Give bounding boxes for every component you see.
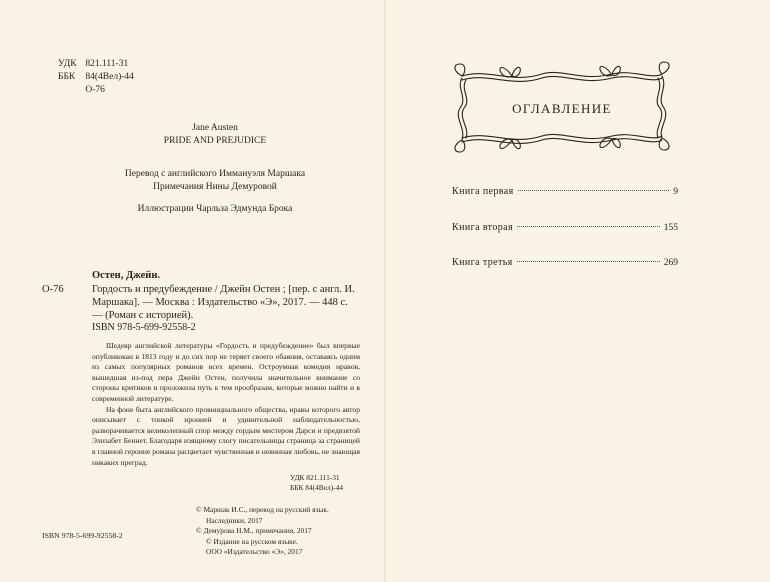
isbn-bottom: ISBN 978-5-699-92558-2	[42, 531, 123, 540]
annotation-paragraph: На фоне быта английского провинциального общества, нравы которого автор описывает с тонкой иронией и удивительной наблюдательностью, разворачивается великолепный спор между гордым мистером Дарси и предвзятой Элизабет Беннет. Благодаря изящному слогу писательницы страница за страницей в главной героине романа расцветает чувственная и невинная любовь, не знающая никаких преград.	[92, 404, 360, 467]
toc-leader-dots	[517, 261, 660, 262]
toc-entry-page: 269	[663, 258, 678, 268]
catalog-code: О-76	[42, 284, 64, 295]
toc-entry-page: 155	[663, 223, 678, 233]
copyright-line: © Маршак И.С., перевод на русский язык.	[196, 505, 329, 514]
author-mark-value: О-76	[85, 85, 105, 95]
toc-leader-dots	[518, 190, 670, 191]
annotation-paragraph: Шедевр английской литературы «Гордость и предубеждение» был впервые опубликован в 1813 году и до сих пор не теряет своего обаяния, оставаясь одним из самых популярных романов всех времен. Остроумная комедия нравов, вышедшая из-под пера Джейн Остен, получила значительное внимание со стороны критиков и проложила путь к тем прообразам, которые можно найти и в современной литературе.	[92, 341, 360, 403]
toc-entry-name: Книга вторая	[452, 222, 513, 233]
original-title: PRIDE AND PREJUDICE	[163, 136, 267, 146]
notes-line: Примечания Нины Демуровой	[153, 182, 277, 192]
toc-leader-dots	[517, 226, 660, 227]
bbk-small-line: ББК 84(4Вел)-44	[290, 483, 344, 492]
udk-block	[58, 58, 134, 97]
catalog-author: Остен, Джейн.	[92, 270, 161, 281]
toc-entry	[452, 222, 678, 236]
original-title-block	[100, 122, 330, 148]
copyright-line: © Издание на русском языке.	[206, 536, 298, 546]
illustrations-block	[100, 203, 330, 216]
udk-small-block	[290, 473, 343, 493]
udk-row	[58, 58, 134, 71]
udk-small-line: УДК 821.111-31	[290, 473, 340, 482]
toc-entry-page: 9	[673, 187, 678, 197]
toc-entry	[452, 186, 678, 200]
catalog-annotation	[92, 341, 360, 468]
udk-label: УДК	[58, 59, 77, 69]
udk-value: 821.111-31	[85, 59, 129, 69]
toc-entry-name: Книга третья	[452, 257, 513, 268]
credits-block	[100, 168, 330, 194]
illustrations-line: Иллюстрации Чарльза Эдмунда Брока	[137, 204, 293, 214]
copyright-block	[196, 505, 329, 558]
bbk-row	[58, 71, 134, 84]
toc-entry-name: Книга первая	[452, 186, 514, 197]
author-mark-row	[58, 84, 134, 97]
translation-line: Перевод с английского Иммануэля Маршака	[124, 169, 306, 179]
bbk-label: ББК	[58, 72, 76, 82]
catalog-description: Гордость и предубеждение / Джейн Остен ; [пер. с англ. И. Маршака]. — Москва : Издательство «Э», 2017. — 448 с. — (Роман с историей).	[92, 284, 355, 321]
toc-entry	[452, 257, 678, 271]
catalog-isbn: ISBN 978-5-699-92558-2	[92, 322, 196, 333]
copyright-line: ООО «Издательство «Э», 2017	[206, 547, 303, 557]
original-author: Jane Austen	[192, 123, 238, 133]
copyright-line: Наследники, 2017	[206, 515, 263, 525]
toc-title: ОГЛАВЛЕНИЕ	[512, 101, 612, 116]
bbk-value: 84(4Вел)-44	[85, 72, 134, 82]
copyright-line: © Демурова Н.М., примечания, 2017	[196, 526, 312, 536]
